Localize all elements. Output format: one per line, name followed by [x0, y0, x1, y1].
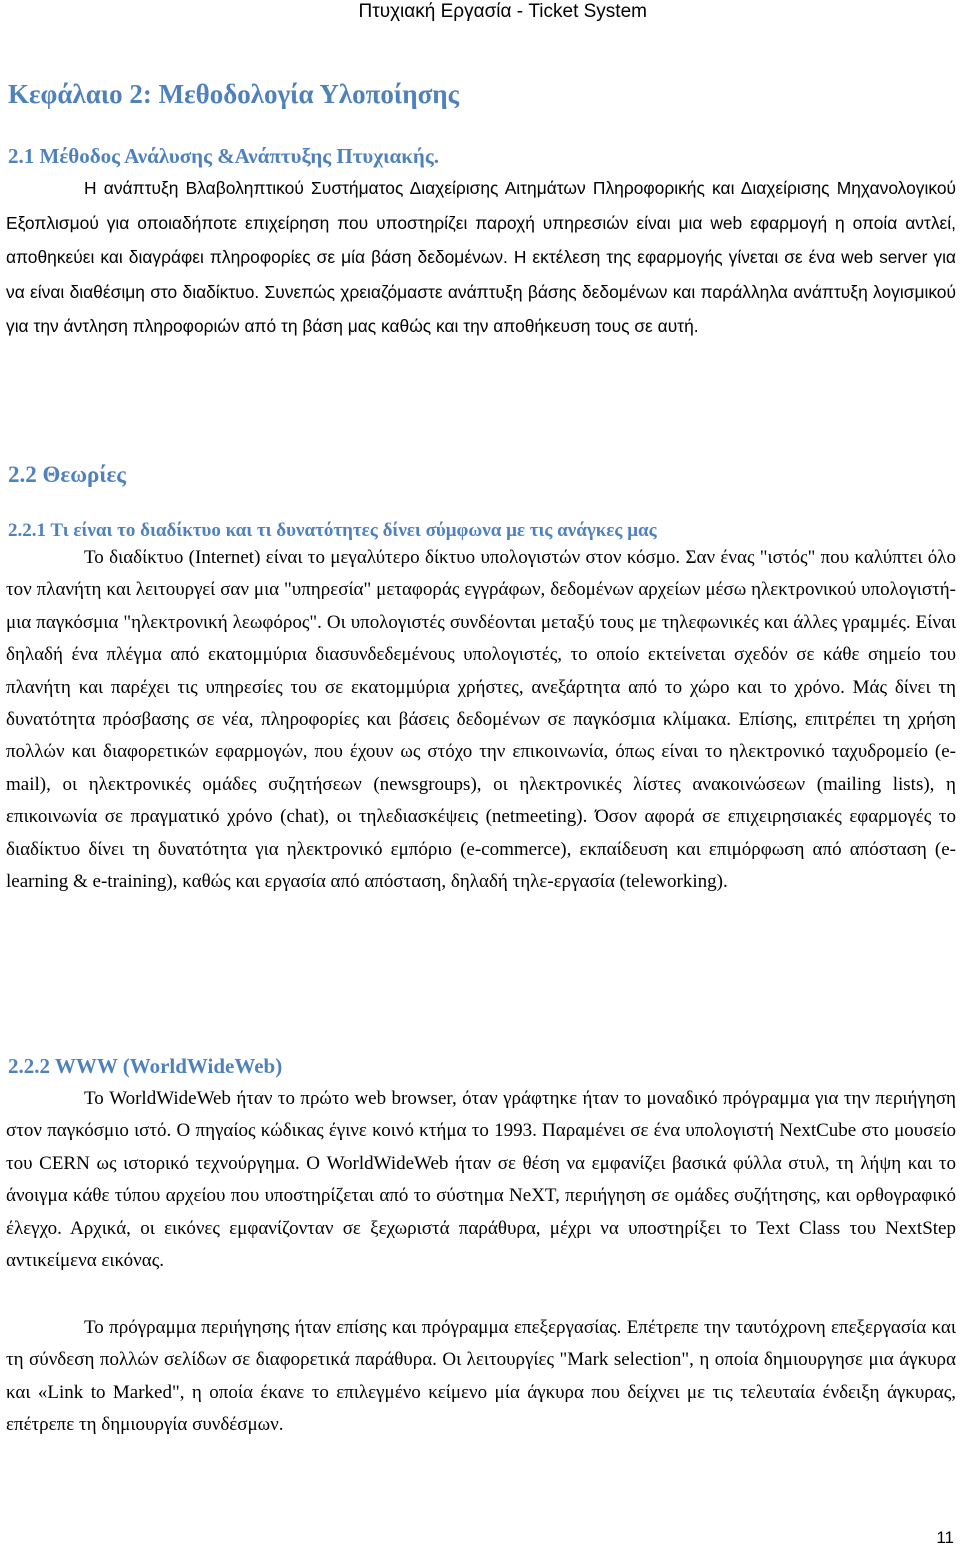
section-2-2-title: 2.2 Θεωρίες [8, 462, 126, 487]
section-2-1-title: 2.1 Μέθοδος Ανάλυσης &Ανάπτυξης Πτυχιακής. [8, 144, 439, 168]
page-number: 11 [936, 1528, 954, 1547]
section-2-2-1-paragraph: Το διαδίκτυο (Internet) είναι το μεγαλύτερο δίκτυο υπολογιστών στον κόσμο. Σαν ένας "ιστός" που καλύπτει όλο τον πλανήτη και λειτουργεί σαν μια "υπηρεσία" μεταφοράς εγγράφων, δεδομένων αρχείων μέσω ηλεκτρονικού υπολογιστή- μια παγκόσμια "ηλεκτρονική λεωφόρος". Οι υπολογιστές συνδέονται μεταξύ τους με τηλεφωνικές και άλλες γραμμές. Είναι δηλαδή ένα πλέγμα από εκατομμύρια διασυνδεδεμένους υπολογιστές, το οποίο εκτείνεται σχεδόν σε κάθε σημείο του πλανήτη και παρέχει τις υπηρεσίες του σε εκατομμύρια χρήστες, ανεξάρτητα από το χώρο και το χρόνο. Μάς δίνει τη δυνατότητα πρόσβασης σε νέα, πληροφορίες και βάσεις δεδομένων σε παγκόσμια κλίμακα. Επίσης, επιτρέπει τη χρήση πολλών και διαφορετικών εφαρμογών, που έχουν ως στόχο την επικοινωνία, όπως είναι το ηλεκτρονικό ταχυδρομείο (e-mail), οι ηλεκτρονικές ομάδες συζητήσεων (newsgroups), οι ηλεκτρονικές λίστες ανακοινώσεων (mailing lists), η επικοινωνία σε πραγματικό χρόνο (chat), οι τηλεδιασκέψεις (netmeeting). Όσον αφορά σε επιχειρησιακές εφαρμογές το διαδίκτυο δίνει τη δυνατότητα για ηλεκτρονικό εμπόριο (e-commerce), εκπαίδευση και επιμόρφωση από απόσταση (e-learning & e-training), καθώς και εργασία από απόσταση, δηλαδή τηλε-εργασία (teleworking). [6, 547, 956, 893]
section-2-2-2-paragraph-2: Το πρόγραμμα περιήγησης ήταν επίσης και πρόγραμμα επεξεργασίας. Επέτρεπε την ταυτόχρονη επεξεργασία και τη σύνδεση πολλών σελίδων σε διαφορετικά παράθυρα. Οι λειτουργίες "Mark selection", η οποία δημιουργησε μια άγκυρα και «Link to Marked", η οποία έκανε το επιλεγμένο κείμενο μία άγκυρα που δείχνει με τις τελευταία ένδειξη άγκυρας, επέτρεπε τη δημιουργία συνδέσμων. [6, 1317, 956, 1436]
section-2-2-2-title: 2.2.2 WWW (WorldWideWeb) [8, 1054, 283, 1078]
section-2-2-2-paragraph-1: Το WorldWideWeb ήταν το πρώτο web browser, όταν γράφτηκε ήταν το μοναδικό πρόγραμμα για την περιήγηση στον παγκόσμιο ιστό. Ο πηγαίος κώδικας έγινε κοινό κτήμα το 1993. Παραμένει σε ένα υπολογιστή NextCube στο μουσείο του CERN ως ιστορικό τεχνούργημα. Ο WorldWideWeb ήταν σε θέση να εμφανίζει βασικά φύλλα στυλ, τη λήψη και το άνοιγμα κάθε τύπου αρχείου που υποστηρίζεται από το σύστημα NeXT, περιήγηση σε ομάδες συζήτησης, και ορθογραφικό έλεγχο. Αρχικά, οι εικόνες εμφανίζονταν σε ξεχωριστά παράθυρα, μέχρι να υποστηρίξει το Text Class του NextStep αντικείμενα εικόνας. [6, 1088, 956, 1272]
running-header: Πτυχιακή Εργασία - Ticket System [358, 1, 647, 22]
section-2-1-paragraph: Η ανάπτυξη Βλαβοληπτικού Συστήματος Διαχείρισης Αιτημάτων Πληροφορικής και Διαχείρισης Μηχανολογικού Εξοπλισμού για οποιαδήποτε επιχείρηση που υποστηρίζει παροχή υπηρεσιών είναι μια web εφαρμογή η οποία αντλεί, αποθηκεύει και διαγράφει πληροφορίες σε μία βάση δεδομένων. Η εκτέλεση της εφαρμογής γίνεται σε ένα web server για να είναι διαθέσιμη στο διαδίκτυο. Συνεπώς χρειαζόμαστε ανάπτυξη βάσης δεδομένων και παράλληλα ανάπτυξη λογισμικού για την άντληση πληροφοριών από τη βάση μας καθώς και την αποθήκευση τους σε αυτή. [6, 178, 956, 337]
chapter-title: Κεφάλαιο 2: Μεθοδολογία Υλοποίησης [8, 79, 460, 109]
section-2-2-1-title: 2.2.1 Τι είναι το διαδίκτυο και τι δυνατότητες δίνει σύμφωνα με τις ανάγκες μας [8, 520, 657, 541]
